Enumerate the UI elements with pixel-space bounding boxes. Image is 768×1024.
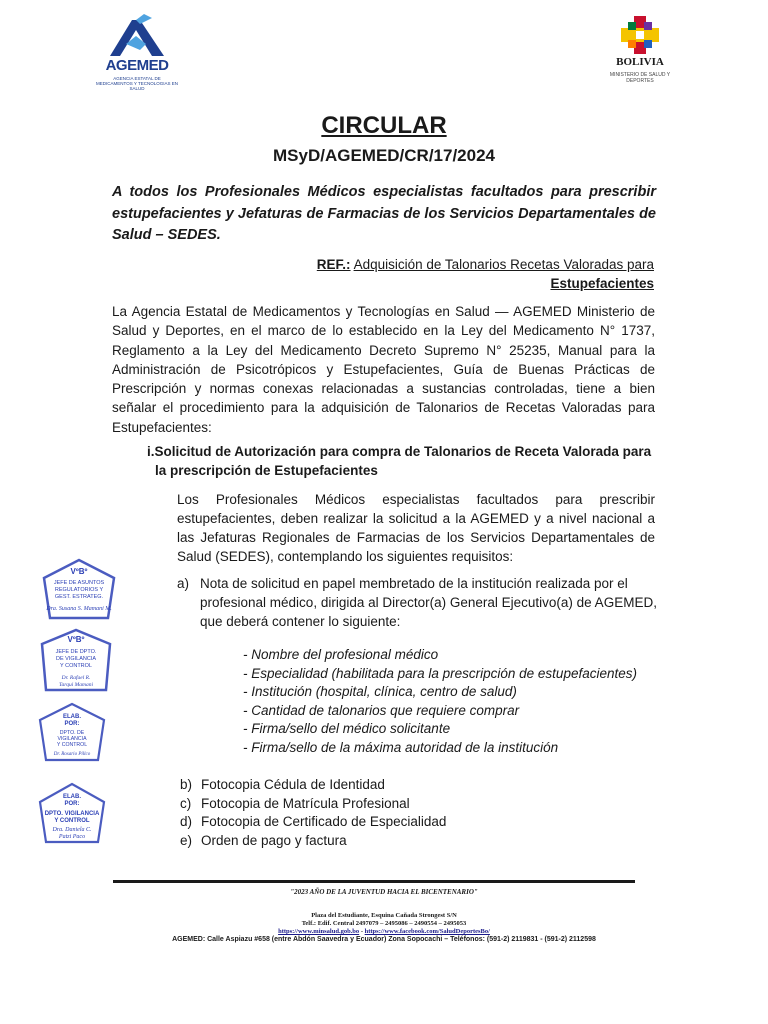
document-item-text: Fotocopia Cédula de Identidad	[201, 777, 385, 792]
section-title	[147, 442, 657, 480]
document-item-text: Orden de pago y factura	[201, 832, 347, 848]
svg-text:VIGILANCIA: VIGILANCIA	[57, 736, 87, 742]
requirement-item: - Nombre del profesional médico	[243, 646, 663, 665]
svg-text:POR:: POR:	[64, 721, 80, 727]
intro-paragraph: La Agencia Estatal de Medicamentos y Tecnologías en Salud — AGEMED Ministerio de Salud y Deportes, en el marco de lo establecido en la Ley del Medicamento N° 1737, Reglamento a la Ley del Medicamento Decreto Supremo N° 25235, Manual para la Administración de Psicotrópicos y Estupefacientes, Guía de Buenas Prácticas de Prescripción y normas conexas relacionadas a sustancias controladas, tiene a bien señalar el procedimiento para la adquisición de Talonarios de Recetas Valoradas para Estupefacientes:	[112, 304, 655, 435]
document-item-key: b)	[180, 777, 193, 792]
elaboration-stamp-1	[34, 700, 110, 766]
svg-text:Y CONTROL: Y CONTROL	[54, 818, 90, 824]
document-item	[180, 776, 580, 795]
requirement-item: - Firma/sello del médico solicitante	[243, 720, 663, 739]
svg-text:VºBº: VºBº	[70, 567, 88, 576]
footer-divider	[113, 880, 635, 883]
section-title-line-2: la prescripción de Estupefacientes	[155, 463, 378, 478]
svg-text:Y CONTROL: Y CONTROL	[60, 663, 92, 669]
facebook-link[interactable]: https://www.facebook.com/SaludDeportesBo/	[364, 928, 490, 935]
svg-text:Dr. Rafael R.: Dr. Rafael R.	[61, 675, 91, 681]
item-a-label: a)	[177, 576, 190, 591]
footer-address-line: Plaza del Estudiante, Esquina Cañada Strongest S/N	[311, 912, 457, 919]
elaboration-stamp-2	[34, 780, 110, 848]
ref-label: REF.:	[316, 257, 351, 272]
svg-text:Dra. Susana S. Mamani M.: Dra. Susana S. Mamani M.	[46, 606, 112, 612]
footer-motto: "2023 AÑO DE LA JUVENTUD HACIA EL BICENTENARIO"	[290, 888, 478, 896]
documents-list	[180, 776, 580, 850]
addressee: A todos los Profesionales Médicos especialistas facultados para prescribir estupefacientes y Jefaturas de Farmacias de los Servicios Departamentales de Salud – SEDES.	[112, 184, 656, 243]
document-item	[180, 813, 580, 832]
ref-text-2: Estupefacientes	[550, 276, 654, 291]
svg-text:JEFE DE ASUNTOS: JEFE DE ASUNTOS	[53, 580, 105, 586]
document-title: CIRCULAR	[321, 112, 447, 139]
svg-text:REGULATORIOS Y: REGULATORIOS Y	[54, 587, 104, 593]
ref-text: Adquisición de Talonarios Recetas Valoradas para	[353, 257, 654, 272]
svg-text:GEST. ESTRATEG.: GEST. ESTRATEG.	[54, 594, 104, 600]
bolivia-ministry-logo	[604, 16, 676, 94]
document-item	[180, 795, 580, 814]
requirement-item: - Especialidad (habilitada para la prescripción de estupefacientes)	[243, 665, 663, 684]
svg-text:Y CONTROL: Y CONTROL	[56, 742, 88, 748]
svg-text:VºBº: VºBº	[67, 635, 85, 644]
svg-text:ELAB.: ELAB.	[63, 794, 81, 800]
requirements-list	[243, 646, 663, 757]
svg-text:Dra. Daniela C.: Dra. Daniela C.	[52, 827, 92, 833]
approval-stamp-1	[38, 556, 120, 626]
document-item	[180, 832, 580, 851]
agemed-address: AGEMED: Calle Aspiazu #658 (entre Abdón Saavedra y Ecuador) Zona Sopocachi – Teléfonos: (591-2) 2119831 - (591-2) 2112598	[172, 936, 596, 943]
footer-phone-line: Telf.: Edif. Central 2497079 – 2495086 – 2490554 – 2495053	[301, 920, 467, 927]
agemed-logo	[96, 14, 178, 92]
agemed-logo-text: AGEMED	[105, 57, 169, 74]
ministry-name: MINISTERIO DE SALUD Y DEPORTES	[609, 72, 671, 84]
reference	[290, 255, 654, 293]
agemed-emblem-icon	[106, 14, 168, 60]
document-item-text: Fotocopia de Matrícula Profesional	[201, 795, 410, 811]
document-item-key: e)	[180, 832, 193, 848]
requirement-item: - Cantidad de talonarios que requiere comprar	[243, 702, 663, 721]
svg-text:JEFE DE DPTO.: JEFE DE DPTO.	[55, 649, 97, 655]
footer-contact	[0, 912, 768, 944]
link-separator: -	[359, 928, 365, 935]
document-item-key: d)	[180, 814, 193, 830]
bolivia-name: BOLIVIA	[616, 56, 664, 68]
svg-text:DE VIGILANCIA: DE VIGILANCIA	[55, 656, 97, 662]
svg-text:Patzi Paco: Patzi Paco	[58, 834, 86, 840]
svg-text:POR:: POR:	[64, 801, 80, 807]
svg-text:ELAB.: ELAB.	[63, 714, 81, 720]
footer-links	[0, 928, 768, 936]
approval-stamp-2	[34, 626, 118, 698]
svg-text:Tarqui Mamani: Tarqui Mamani	[59, 682, 93, 688]
svg-text:Dr. Rosario Pillco: Dr. Rosario Pillco	[53, 752, 91, 757]
item-a	[177, 574, 657, 631]
document-code: MSyD/AGEMED/CR/17/2024	[272, 146, 496, 165]
section-title-line-1: i.Solicitud de Autorización para compra de Talonarios de Receta Valorada para	[147, 444, 652, 459]
svg-text:DPTO. VIGILANCIA: DPTO. VIGILANCIA	[44, 811, 100, 817]
svg-text:DPTO. DE: DPTO. DE	[59, 730, 85, 736]
agemed-logo-subtitle: AGENCIA ESTATAL DE MEDICAMENTOS Y TECNOLOGIAS EN SALUD	[96, 76, 178, 91]
document-item-text: Fotocopia de Certificado de Especialidad	[201, 814, 447, 830]
chakana-icon	[618, 16, 662, 54]
requirement-item: - Firma/sello de la máxima autoridad de la institución	[243, 739, 663, 758]
section-body: Los Profesionales Médicos especialistas facultados para prescribir estupefacientes, deben realizar la solicitud a la AGEMED y a nivel nacional a las Jefaturas Regionales de Farmacias de los Servicios Departamentales de Salud (SEDES), contemplando los siguientes requisitos:	[177, 492, 655, 564]
ministry-website-link[interactable]: https://www.minsalud.gob.bo	[278, 928, 360, 935]
item-a-text: Nota de solicitud en papel membretado de la institución realizada por el profesional médico, dirigida al Director(a) General Ejecutivo(a) de AGEMED, que deberá contener lo siguiente:	[200, 576, 657, 629]
document-item-key: c)	[180, 795, 192, 811]
requirement-item: - Institución (hospital, clínica, centro de salud)	[243, 683, 663, 702]
